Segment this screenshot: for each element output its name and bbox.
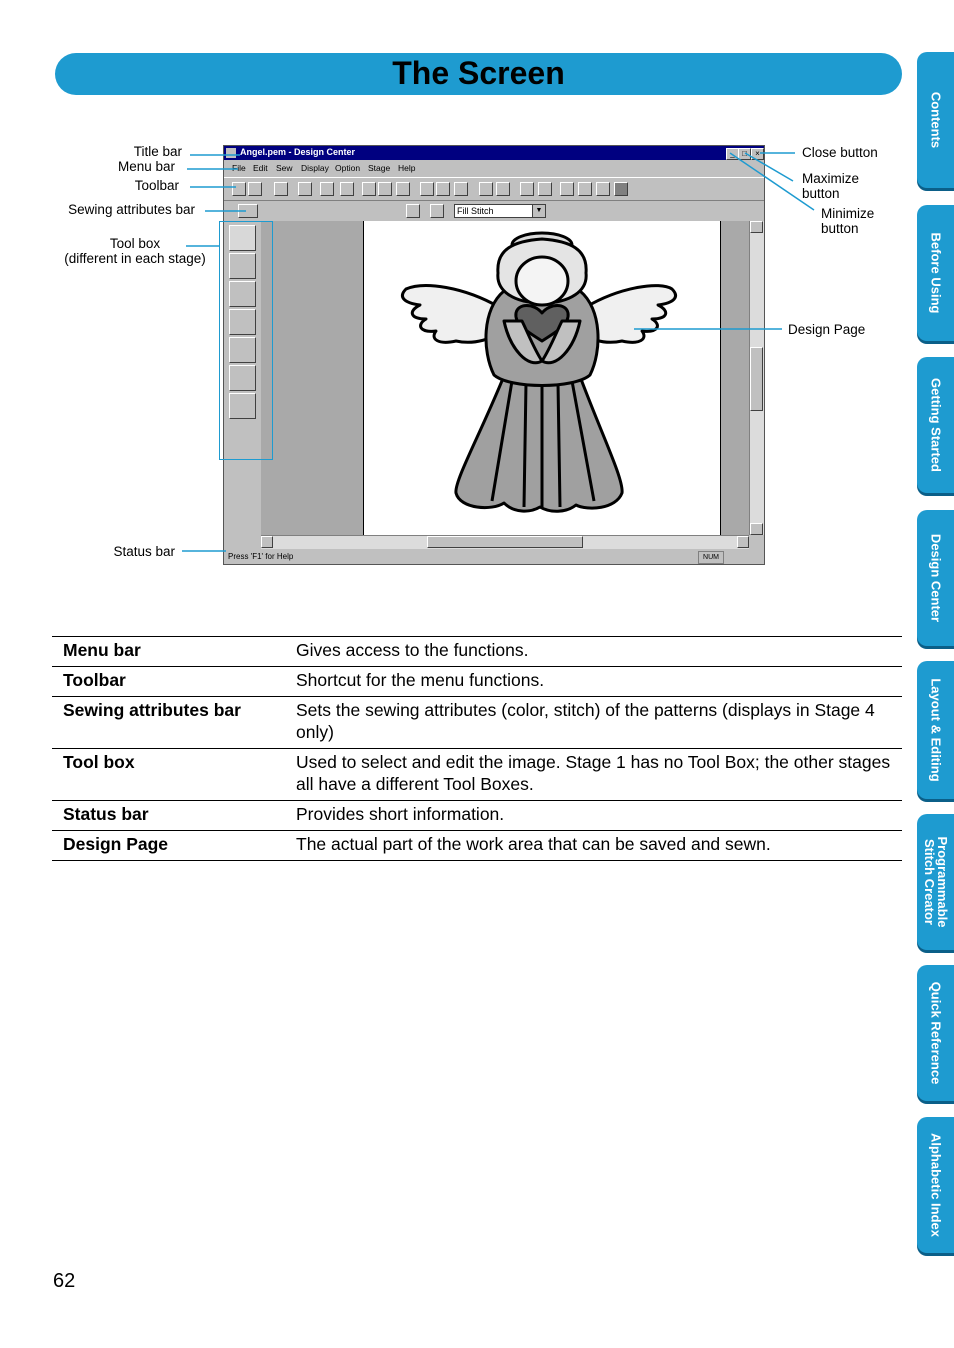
tab-quick-reference[interactable] — [917, 965, 954, 1101]
minimize-button[interactable]: _ — [726, 148, 739, 160]
tab-label: Design Center — [928, 533, 943, 623]
menu-display[interactable]: Display — [301, 163, 329, 173]
description-cell: Sets the sewing attributes (color, stitch) of the patterns (displays in Stage 4 only) — [296, 697, 902, 749]
tab-label: Alphabetic Index — [928, 1132, 943, 1238]
tab-label: Getting Started — [928, 378, 943, 472]
table-row — [52, 637, 902, 667]
window-title: Angel.pem - Design Center — [240, 147, 356, 157]
callout-minimize-line1: Minimize — [821, 206, 875, 221]
close-button[interactable]: × — [751, 148, 764, 160]
table-row — [52, 801, 902, 831]
callout-sewing-attributes-bar: Sewing attributes bar — [68, 202, 195, 217]
tab-alphabetic-index[interactable] — [917, 1117, 954, 1253]
menu-option[interactable]: Option — [335, 163, 361, 173]
tab-label: Contents — [928, 91, 943, 149]
description-cell: Gives access to the functions. — [296, 637, 902, 667]
callout-tool-box-line1: Tool box — [109, 236, 161, 251]
leader-minimize-button — [730, 153, 814, 210]
callout-leader-lines — [0, 0, 954, 623]
tab-layout-editing[interactable] — [917, 661, 954, 799]
menu-stage[interactable]: Stage — [368, 163, 391, 173]
callout-menu-bar: Menu bar — [117, 159, 175, 174]
tab-label-line: Programmable — [934, 836, 950, 928]
num-lock-indicator: NUM — [698, 551, 724, 564]
tab-label: Quick Reference — [928, 981, 943, 1085]
callout-maximize-line2: button — [802, 186, 840, 201]
term-cell: Design Page — [52, 831, 296, 861]
term-cell: Toolbar — [52, 667, 296, 697]
table-row — [52, 831, 902, 861]
leader-maximize-button — [745, 153, 793, 181]
tab-label: Before Using — [928, 232, 943, 314]
stitch-type-value: Fill Stitch — [457, 206, 494, 216]
page-number: 62 — [53, 1270, 76, 1292]
menu-help[interactable]: Help — [398, 163, 416, 173]
term-cell: Menu bar — [52, 637, 296, 667]
table-row — [52, 749, 902, 801]
term-cell: Tool box — [52, 749, 296, 801]
description-cell: The actual part of the work area that can be saved and sewn. — [296, 831, 902, 861]
menu-edit[interactable]: Edit — [253, 163, 268, 173]
term-cell: Status bar — [52, 801, 296, 831]
page-title: The Screen — [392, 55, 565, 91]
callout-toolbar: Toolbar — [134, 178, 179, 193]
tab-label-line: Stitch Creator — [921, 839, 937, 925]
tab-programmable-stitch-creator[interactable] — [917, 814, 954, 950]
description-cell: Shortcut for the menu functions. — [296, 667, 902, 697]
callout-maximize-line1: Maximize — [802, 171, 860, 186]
callout-title-bar: Title bar — [133, 144, 182, 159]
callout-minimize-line2: button — [821, 221, 859, 236]
table-row — [52, 697, 902, 749]
tab-label: Layout & Editing — [928, 678, 943, 782]
callout-tool-box-line2: (different in each stage) — [64, 251, 206, 266]
menu-sew[interactable]: Sew — [276, 163, 293, 173]
chevron-down-icon[interactable]: ▼ — [532, 205, 545, 217]
menu-file[interactable]: File — [232, 163, 246, 173]
description-table — [52, 636, 902, 861]
table-row — [52, 667, 902, 697]
description-cell: Used to select and edit the image. Stage 1 has no Tool Box; the other stages all have a different Tool Boxes. — [296, 749, 902, 801]
term-cell: Sewing attributes bar — [52, 697, 296, 749]
callout-status-bar: Status bar — [113, 544, 175, 559]
tab-label — [923, 822, 949, 942]
description-cell: Provides short information. — [296, 801, 902, 831]
maximize-button[interactable]: □ — [738, 148, 751, 160]
callout-design-page: Design Page — [788, 322, 866, 337]
callout-close-button: Close button — [802, 145, 878, 160]
status-text: Press 'F1' for Help — [228, 552, 294, 561]
